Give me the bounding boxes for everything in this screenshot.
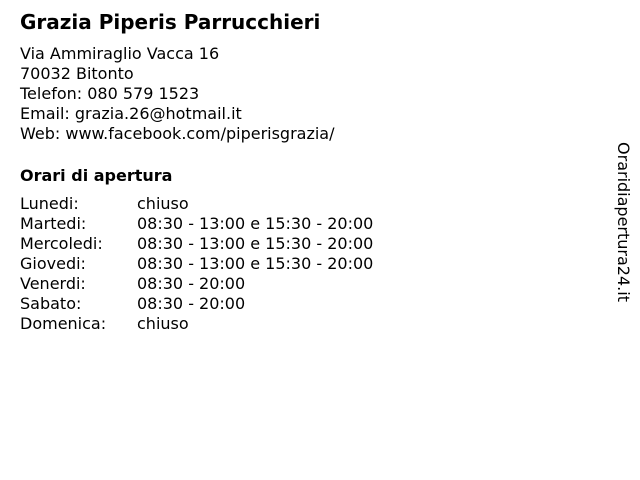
business-name: Grazia Piperis Parrucchieri — [20, 10, 321, 34]
day-label: Venerdi: — [20, 274, 86, 293]
hours-row-sabato — [20, 294, 580, 314]
hours-row-venerdi — [20, 274, 580, 294]
hours-row-lunedi — [20, 194, 580, 214]
site-watermark: Oraridiapertura24.it — [614, 142, 633, 302]
day-hours: 08:30 - 13:00 e 15:30 - 20:00 — [137, 254, 374, 273]
day-hours: 08:30 - 13:00 e 15:30 - 20:00 — [137, 214, 374, 233]
day-label: Lunedi: — [20, 194, 79, 213]
contact-block — [20, 44, 580, 144]
hours-heading: Orari di apertura — [20, 166, 173, 185]
day-hours: 08:30 - 20:00 — [137, 294, 246, 313]
day-hours: chiuso — [137, 314, 189, 333]
day-label: Domenica: — [20, 314, 107, 333]
hours-row-mercoledi — [20, 234, 580, 254]
day-label: Giovedi: — [20, 254, 86, 273]
day-hours: 08:30 - 20:00 — [137, 274, 246, 293]
business-card — [20, 10, 580, 334]
hours-table — [20, 194, 580, 334]
day-label: Martedi: — [20, 214, 87, 233]
hours-row-domenica — [20, 314, 580, 334]
phone-line: Telefon: 080 579 1523 — [20, 84, 200, 103]
city-postal: 70032 Bitonto — [20, 64, 134, 83]
day-label: Sabato: — [20, 294, 82, 313]
day-hours: chiuso — [137, 194, 189, 213]
street-address: Via Ammiraglio Vacca 16 — [20, 44, 220, 63]
web-line: Web: www.facebook.com/piperisgrazia/ — [20, 124, 335, 143]
email-line: Email: grazia.26@hotmail.it — [20, 104, 242, 123]
day-label: Mercoledi: — [20, 234, 103, 253]
day-hours: 08:30 - 13:00 e 15:30 - 20:00 — [137, 234, 374, 253]
hours-row-giovedi — [20, 254, 580, 274]
hours-row-martedi — [20, 214, 580, 234]
